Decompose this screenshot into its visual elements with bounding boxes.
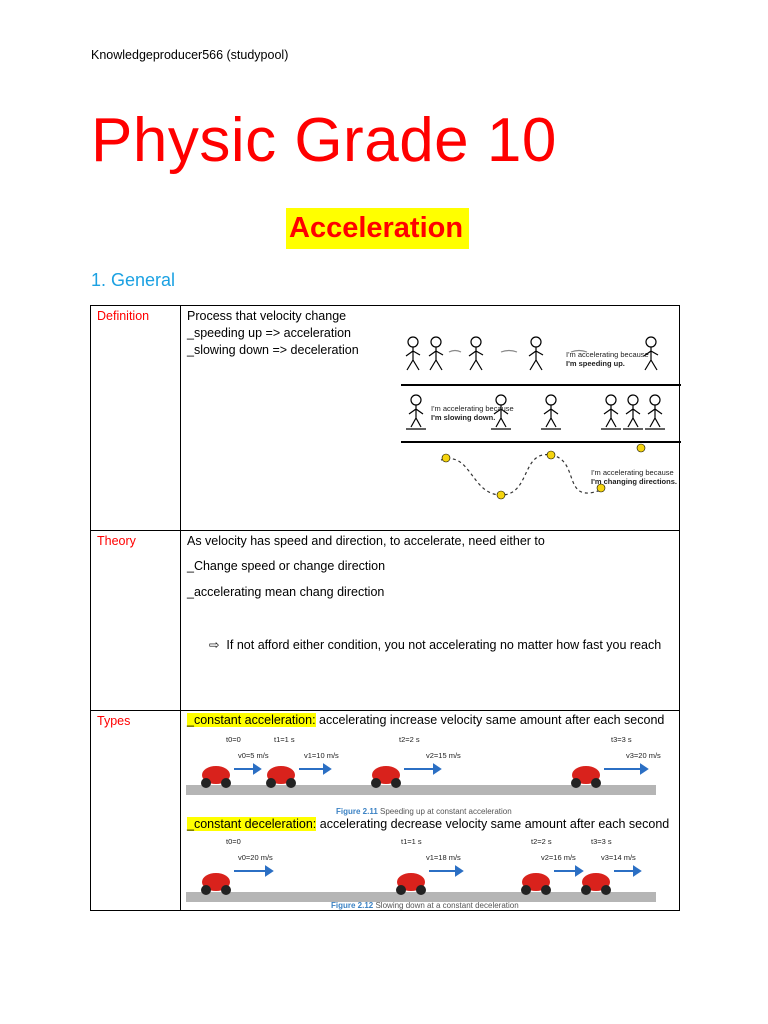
figure-2-11 [186,733,666,818]
acceleration-track [186,733,666,818]
arrow-icon: ⇨ [209,638,227,652]
direction-caption-line2: I'm changing directions. [591,477,677,486]
dec-time-1: t1=1 s [401,837,422,846]
figure-2-11-text: Speeding up at constant acceleration [377,807,512,816]
dec-velocity-0: v0=20 m/s [238,853,273,862]
skater-figure-3 [541,395,561,429]
slow-down-caption-line1: I'm accelerating because [431,404,514,413]
constant-acceleration-line [187,713,664,727]
figure-2-11-number: Figure 2.11 [336,807,378,816]
types-row [91,711,680,911]
page-title: Physic Grade 10 [91,106,557,175]
bee-icon-1 [442,454,450,462]
acc-time-0: t0=0 [226,735,241,744]
slow-down-caption-line2: I'm slowing down. [431,413,496,422]
motorbike-icon-dec-3 [521,873,551,895]
theory-content [181,531,680,711]
motorbike-icon-acc-4 [571,766,601,788]
dec-time-0: t0=0 [226,837,241,846]
acc-time-1: t1=1 s [274,735,295,744]
skater-figure-5 [623,395,643,429]
definition-row [91,306,680,531]
constant-acceleration-term: _constant acceleration: [187,713,316,727]
acc-time-2: t2=2 s [399,735,420,744]
theory-conclusion-text: If not afford either condition, you not accelerating no matter how fast you reach [226,638,662,652]
motorbike-icon-acc-1 [201,766,231,788]
speed-up-caption-line2: I'm speeding up. [566,359,625,368]
skater-figure-4 [601,395,621,429]
motorbike-icon-acc-2 [266,766,296,788]
types-label: Types [91,711,181,911]
skater-figure-1 [406,395,426,429]
dec-time-2: t2=2 s [531,837,552,846]
theory-line-3: _accelerating mean chang direction [187,585,385,599]
types-content [181,711,680,911]
dec-velocity-1: v1=18 m/s [426,853,461,862]
motorbike-icon-dec-1 [201,873,231,895]
bee-icon-2 [497,491,505,499]
runner-figure-4 [529,337,543,370]
figure-2-12 [186,835,666,911]
definition-line-2: _speeding up => acceleration [187,326,352,340]
dec-velocity-3: v3=14 m/s [601,853,636,862]
definition-content [181,306,680,531]
bee-icon-5 [637,444,645,452]
acc-velocity-1: v1=10 m/s [304,751,339,760]
content-table [90,305,680,911]
constant-deceleration-term: _constant deceleration: [187,817,317,831]
acc-time-3: t3=3 s [611,735,632,744]
figure-2-12-number: Figure 2.12 [331,901,374,910]
acceleration-illustration [401,330,681,520]
theory-row [91,531,680,711]
acc-velocity-0: v0=5 m/s [238,751,269,760]
motorbike-icon-acc-3 [371,766,401,788]
speed-up-caption-line1: I'm accelerating because [566,350,649,359]
constant-acceleration-desc: accelerating increase velocity same amount after each second [315,713,665,727]
constant-deceleration-desc: accelerating decrease velocity same amount after each second [316,817,670,831]
runner-figure-2 [429,337,443,370]
definition-line-3: _slowing down => deceleration [187,343,359,357]
runner-figure-3 [469,337,483,370]
figure-2-12-text: Slowing down at a constant deceleration [373,901,519,910]
theory-line-1: As velocity has speed and direction, to accelerate, need either to [187,534,545,548]
motorbike-icon-dec-2 [396,873,426,895]
runner-figure-1 [406,337,420,370]
theory-conclusion [209,637,661,652]
theory-line-2: _Change speed or change direction [187,559,386,573]
acc-velocity-3: v3=20 m/s [626,751,661,760]
constant-deceleration-line [187,817,669,831]
motorbike-icon-dec-4 [581,873,611,895]
deceleration-track [186,835,666,911]
acc-velocity-2: v2=15 m/s [426,751,461,760]
figure-2-12-caption [331,901,519,910]
definition-line-1: Process that velocity change [187,309,347,323]
skater-figure-6 [645,395,665,429]
theory-label: Theory [91,531,181,711]
page-subtitle: Acceleration [286,208,469,249]
figure-2-11-caption [336,807,512,816]
dec-velocity-2: v2=16 m/s [541,853,576,862]
definition-label: Definition [91,306,181,531]
document-header: Knowledgeproducer566 (studypool) [91,48,289,62]
direction-caption-line1: I'm accelerating because [591,468,674,477]
dec-time-3: t3=3 s [591,837,612,846]
bee-icon-3 [547,451,555,459]
section-heading: 1. General [91,270,176,290]
